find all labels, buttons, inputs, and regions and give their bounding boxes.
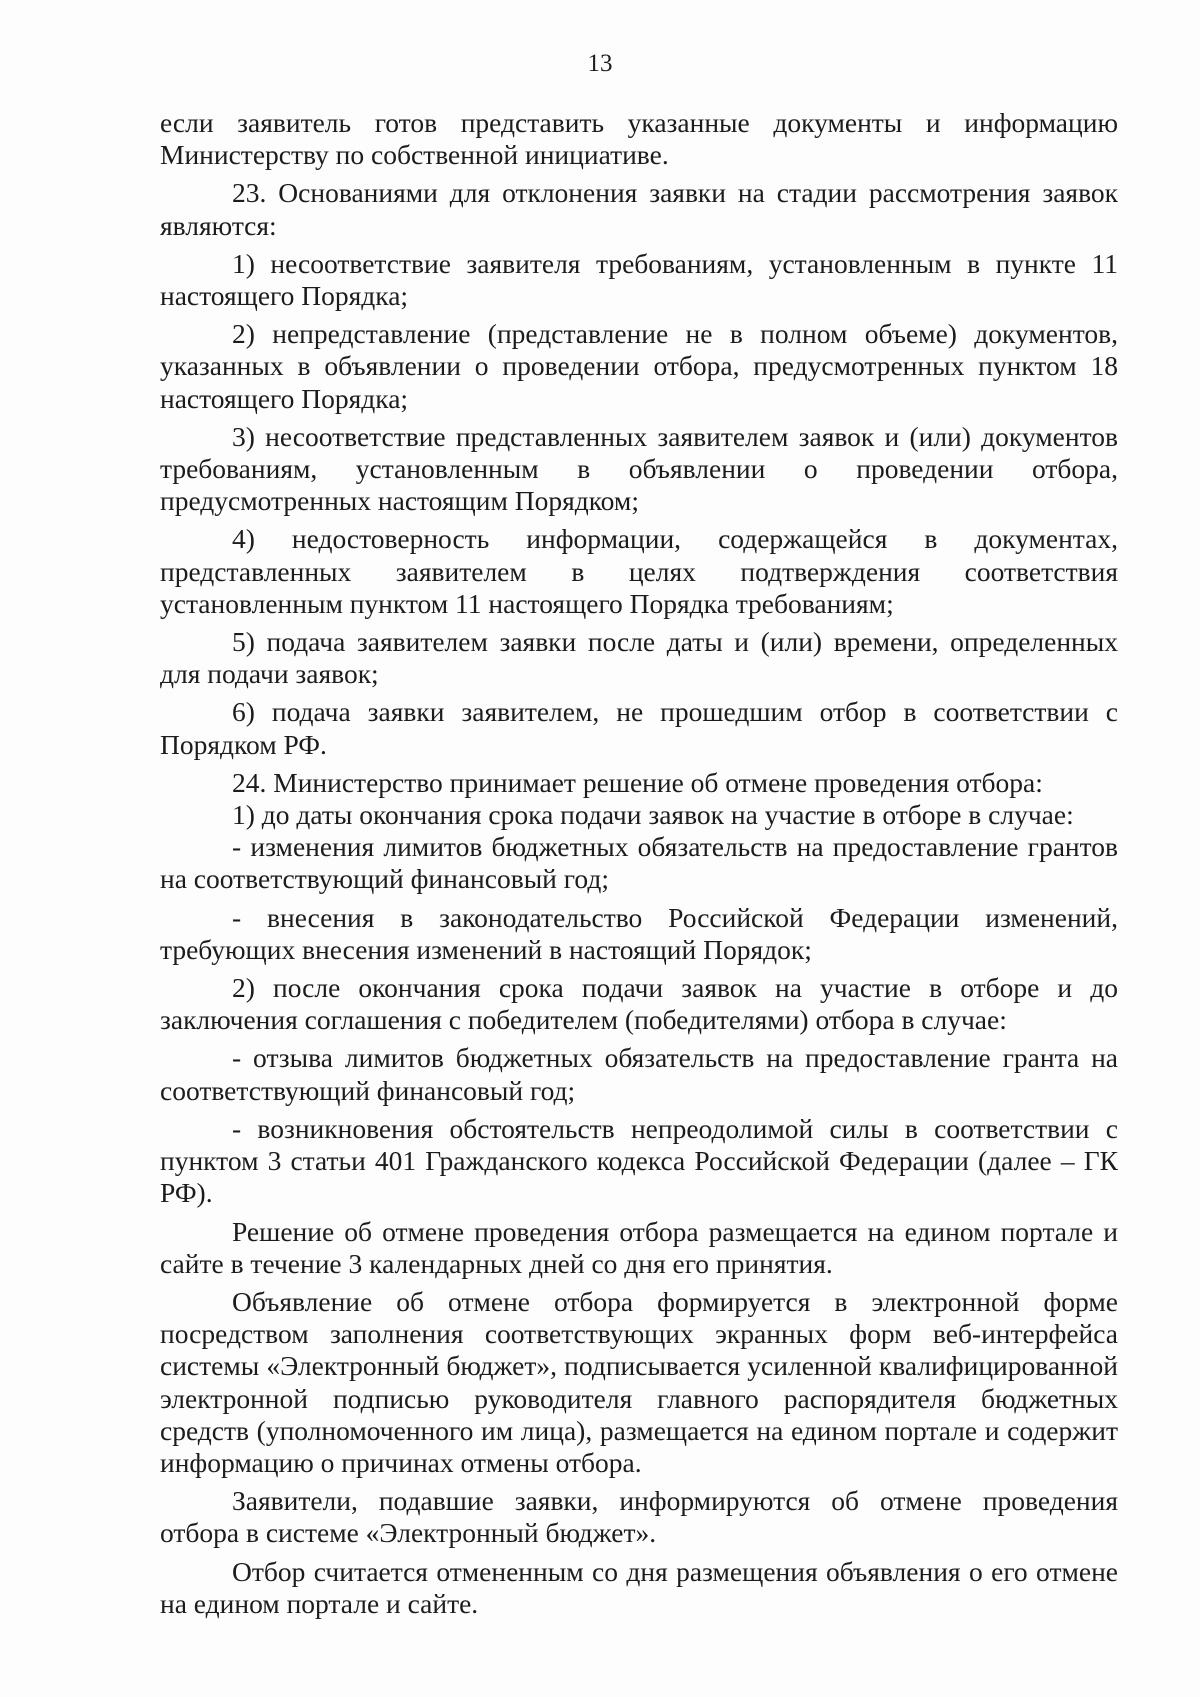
paragraph-24-2-b: - возникновения обстоятельств непреодолимой силы в соответствии с пунктом 3 статьи 401 Гражданского кодекса Российской Федерации (далее – ГК РФ). [160,1112,1118,1209]
paragraph-item-24: 24. Министерство принимает решение об отмене проведения отбора: [232,766,1043,798]
paragraph-23-1: 1) несоответствие заявителя требованиям, установленным в пункте 11 настоящего Порядка; [160,247,1118,312]
paragraph-23-4: 4) недостоверность информации, содержащейся в документах, представленных заявителем в целях подтверждения соответствия установленным пунктом 11 настоящего Порядка требованиям; [160,523,1118,619]
paragraph-cancel-announcement: Объявление об отмене отбора формируется в электронной форме посредством заполнения соответствующих экранных форм веб-интерфейса системы «Электронный бюджет», подписывается усиленной квалифицированной электронной подписью руководителя главного распорядителя бюджетных средств (уполномоченного им лица), размещается на едином портале и содержит информацию о причинах отмены отбора. [160,1285,1118,1478]
document-body [160,107,1118,1620]
paragraph-cancel-decision: Решение об отмене проведения отбора размещается на едином портале и сайте в течение 3 календарных дней со дня его принятия. [160,1215,1118,1279]
paragraph-23-2: 2) непредставление (представление не в полном объеме) документов, указанных в объявлении о проведении отбора, предусмотренных пунктом 18 настоящего Порядка; [160,318,1118,414]
paragraph-24-1-b: - внесения в законодательство Российской Федерации изменений, требующих внесения изменений в настоящий Порядок; [160,901,1118,965]
paragraph-23-3: 3) несоответствие представленных заявителем заявок и (или) документов требованиям, установленным в объявлении о проведении отбора, предусмотренных настоящим Порядком; [160,420,1118,517]
paragraph-item-23: 23. Основаниями для отклонения заявки на стадии рассмотрения заявок являются: [160,177,1118,241]
paragraph-23-6: 6) подача заявки заявителем, не прошедшим отбор в соответствии с Порядком РФ. [160,696,1118,760]
paragraph-24-1-a: - изменения лимитов бюджетных обязательств на предоставление грантов на соответствующий финансовый год; [160,831,1118,895]
paragraph-24-2: 2) после окончания срока подачи заявок на участие в отборе и до заключения соглашения с победителем (победителями) отбора в случае: [160,972,1118,1036]
paragraph-24-1: 1) до даты окончания срока подачи заявок на участие в отборе в случае: [232,799,1074,831]
paragraph-23-5: 5) подача заявителем заявки после даты и (или) времени, определенных для подачи заявок; [160,626,1118,690]
paragraph-24-2-a: - отзыва лимитов бюджетных обязательств на предоставление гранта на соответствующий финансовый год; [160,1042,1118,1106]
page-number: 13 [587,50,613,77]
paragraph-cancel-effective: Отбор считается отмененным со дня размещения объявления о его отмене на едином портале и сайте. [160,1555,1118,1619]
paragraph-applicants-informed: Заявители, подавшие заявки, информируются об отмене проведения отбора в системе «Электронный бюджет». [160,1485,1118,1549]
paragraph-continuation: если заявитель готов представить указанные документы и информацию Министерству по собственной инициативе. [160,107,1118,171]
